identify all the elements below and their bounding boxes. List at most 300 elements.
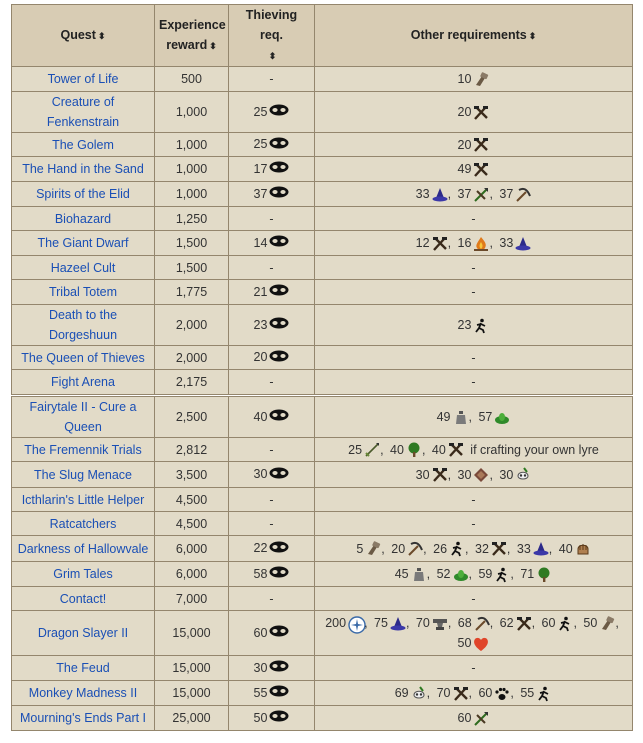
experience-cell: 6,000	[155, 562, 229, 587]
experience-cell: 4,500	[155, 488, 229, 512]
thieving-level: 14	[253, 235, 268, 250]
quest-cell	[12, 611, 155, 656]
thieving-mask-icon	[269, 184, 289, 204]
skill-level: 50	[583, 616, 598, 630]
separator: ,	[447, 467, 452, 482]
skill-level: 20	[457, 105, 472, 119]
quest-link[interactable]: The Giant Dwarf	[37, 236, 129, 250]
quest-link[interactable]: The Golem	[52, 137, 114, 152]
other-requirements-cell	[315, 462, 633, 488]
quest-link[interactable]: The Slug Menace	[34, 467, 132, 482]
quest-link[interactable]: Fairytale II - Cure a Queen	[29, 400, 137, 434]
thieving-cell	[229, 536, 315, 562]
thieving-cell	[229, 67, 315, 92]
experience-cell: 2,000	[155, 346, 229, 370]
thieving-level: -	[269, 516, 274, 531]
thieving-cell	[229, 182, 315, 207]
quest-cell	[12, 488, 155, 512]
skill-level: 30	[457, 467, 472, 482]
separator: ,	[423, 541, 427, 556]
other-requirements-cell	[315, 157, 633, 182]
thieving-cell	[229, 512, 315, 536]
separator: ,	[465, 541, 469, 556]
mining-icon	[474, 616, 490, 632]
mining-icon	[407, 541, 423, 557]
thieving-mask-icon	[269, 407, 289, 427]
crafting-icon	[473, 137, 489, 153]
skill-requirement	[478, 567, 516, 581]
skill-requirement	[458, 72, 490, 86]
skill-requirement	[348, 443, 386, 457]
thieving-mask-icon	[269, 282, 289, 302]
skill-requirement	[437, 686, 475, 700]
quest-cell	[12, 346, 155, 370]
thieving-level: 58	[253, 566, 268, 581]
skill-level: 40	[431, 442, 446, 457]
slayer-icon	[411, 686, 427, 702]
other-requirements-cell	[315, 706, 633, 731]
agility-icon	[473, 318, 489, 334]
table-row	[12, 438, 633, 462]
table-row	[12, 488, 633, 512]
separator: ,	[510, 686, 514, 700]
thieving-level: 55	[253, 685, 268, 700]
separator: ,	[380, 442, 384, 457]
other-requirements-cell: -	[315, 207, 633, 231]
thieving-mask-icon	[269, 539, 289, 559]
quest-cell	[12, 280, 155, 305]
other-requirements-cell	[315, 681, 633, 706]
experience-cell: 2,000	[155, 305, 229, 346]
skill-requirement	[433, 542, 471, 556]
skill-requirement	[416, 187, 454, 201]
quest-column-header[interactable]: Quest ⬍	[12, 5, 155, 67]
skill-requirement	[437, 410, 475, 424]
experience-cell: 1,000	[155, 92, 229, 133]
thieving-level: 37	[253, 186, 268, 201]
table-row	[12, 587, 633, 611]
skill-level: 20	[391, 541, 406, 556]
thieving-cell	[229, 256, 315, 280]
table-row	[12, 370, 633, 395]
thieving-cell	[229, 280, 315, 305]
thieving-level: -	[269, 492, 274, 507]
thieving-cell	[229, 611, 315, 656]
quest-cell	[12, 438, 155, 462]
skill-level: 23	[457, 318, 472, 332]
table-row	[12, 67, 633, 92]
thieving-level: 30	[253, 467, 268, 482]
skill-level: 5	[356, 541, 364, 556]
table-row	[12, 182, 633, 207]
skill-requirement	[458, 616, 496, 630]
crafting-icon	[516, 616, 532, 632]
skill-level: 60	[457, 711, 472, 725]
agility-icon	[449, 541, 465, 557]
construction-icon	[473, 72, 489, 88]
thieving-mask-icon	[269, 159, 289, 179]
skill-level: 60	[478, 686, 493, 700]
separator: ,	[381, 541, 385, 556]
quest-link[interactable]: Creature of Fenkenstrain	[46, 95, 120, 129]
other-requirements-column-header[interactable]: Other requirements ⬍	[315, 5, 633, 67]
other-requirements-cell	[315, 397, 633, 438]
thieving-mask-icon	[269, 315, 289, 335]
thieving-mask-icon	[269, 683, 289, 703]
experience-cell: 1,500	[155, 256, 229, 280]
thieving-level: 17	[253, 161, 268, 176]
skill-level: 30	[415, 467, 430, 482]
magic-icon	[533, 541, 549, 557]
separator: ,	[447, 616, 452, 630]
skill-level: 12	[415, 236, 430, 250]
quest-link[interactable]: The Feud	[56, 661, 110, 675]
separator: ,	[364, 616, 368, 630]
skill-requirement	[432, 443, 464, 457]
separator: ,	[548, 541, 553, 556]
skill-level: 55	[520, 686, 535, 700]
other-requirements-cell: -	[315, 256, 633, 280]
skill-requirement	[458, 711, 490, 725]
table-row	[12, 611, 633, 656]
separator: ,	[615, 616, 619, 630]
experience-cell: 6,000	[155, 536, 229, 562]
sort-icon[interactable]: ⬍	[528, 31, 537, 41]
skill-level: 69	[394, 686, 409, 700]
experience-cell: 1,775	[155, 280, 229, 305]
thieving-mask-icon	[269, 102, 289, 122]
separator: ,	[489, 236, 493, 250]
quest-link[interactable]: Icthlarin's Little Helper	[21, 492, 145, 507]
skill-level: 52	[436, 567, 451, 581]
ranged-icon	[473, 187, 489, 203]
crafting-icon	[448, 442, 464, 458]
separator: ,	[426, 567, 431, 581]
thieving-level: -	[269, 375, 274, 389]
skill-level: 10	[457, 72, 472, 86]
experience-cell: 25,000	[155, 706, 229, 731]
crafting-icon	[491, 541, 507, 557]
other-requirements-cell	[315, 536, 633, 562]
separator: ,	[468, 567, 472, 581]
skill-requirement	[520, 686, 552, 700]
construction-icon	[365, 541, 381, 557]
experience-column-header[interactable]: Experience reward ⬍	[155, 5, 229, 67]
skill-level: 25	[348, 442, 363, 457]
experience-cell: 1,500	[155, 231, 229, 256]
skill-level: 40	[390, 442, 404, 457]
farming-icon	[453, 567, 469, 583]
quest-link[interactable]: The Queen of Thieves	[21, 350, 145, 365]
skill-requirement	[391, 542, 429, 556]
table-row	[12, 207, 633, 231]
skill-requirement	[325, 616, 370, 630]
thieving-level: 25	[253, 104, 268, 119]
hunter-icon	[494, 686, 510, 702]
skill-requirement	[458, 636, 490, 650]
quest-link[interactable]: Darkness of Hallowvale	[17, 541, 149, 556]
thieving-level: 40	[253, 409, 268, 424]
quest-link[interactable]: Biohazard	[54, 211, 112, 226]
skill-requirement	[390, 443, 428, 457]
thieving-level: 50	[253, 710, 268, 725]
thieving-mask-icon	[269, 708, 289, 728]
quest-cell	[12, 305, 155, 346]
thieving-mask-icon	[269, 623, 289, 643]
other-requirements-cell	[315, 182, 633, 207]
quest-link[interactable]: Mourning's Ends Part I	[19, 711, 147, 725]
skill-level: 33	[499, 236, 514, 250]
thieving-mask-icon	[269, 348, 289, 368]
farming-icon	[494, 410, 510, 426]
experience-cell: 1,000	[155, 157, 229, 182]
separator: ,	[489, 187, 493, 201]
crafting-icon	[432, 236, 448, 252]
table-row	[12, 231, 633, 256]
experience-cell: 1,250	[155, 207, 229, 231]
other-requirements-cell: -	[315, 488, 633, 512]
other-requirements-cell	[315, 438, 633, 462]
skill-requirement	[458, 138, 490, 152]
other-requirements-cell	[315, 133, 633, 157]
thieving-mask-icon	[269, 564, 289, 584]
separator: ,	[468, 410, 472, 424]
quest-cell	[12, 370, 155, 395]
table-row	[12, 681, 633, 706]
skill-requirement	[478, 410, 510, 424]
table-row	[12, 346, 633, 370]
experience-cell: 2,500	[155, 397, 229, 438]
quest-cell	[12, 512, 155, 536]
skill-level: 16	[457, 236, 472, 250]
skill-level: 60	[541, 616, 556, 630]
other-requirements-cell	[315, 67, 633, 92]
thieving-mask-icon	[269, 658, 289, 678]
magic-icon	[390, 616, 406, 632]
quest-link[interactable]: Death to the Dorgeshuun	[48, 308, 118, 342]
quest-cell	[12, 681, 155, 706]
quest-cell	[12, 562, 155, 587]
skill-level: 59	[478, 567, 493, 581]
magic-icon	[515, 236, 531, 252]
requirement-note: if crafting your own lyre	[470, 442, 599, 457]
separator: ,	[573, 616, 577, 630]
thieving-cell	[229, 231, 315, 256]
thieving-cell	[229, 397, 315, 438]
quest-link[interactable]: Dragon Slayer II	[37, 626, 129, 640]
table-body	[12, 67, 633, 395]
agility-icon	[494, 567, 510, 583]
quest-link[interactable]: Hazeel Cult	[50, 260, 116, 275]
woodcutting-icon	[406, 442, 422, 458]
quest-link[interactable]: Tribal Totem	[48, 285, 118, 299]
skill-level: 20	[457, 137, 472, 152]
thieving-level: 23	[253, 317, 268, 332]
experience-cell: 1,000	[155, 133, 229, 157]
separator: ,	[468, 686, 472, 700]
woodcutting-icon	[536, 567, 552, 583]
crafting-icon	[453, 686, 469, 702]
crafting-icon	[432, 467, 448, 483]
skill-requirement	[517, 542, 555, 556]
thieving-level: 21	[253, 284, 268, 299]
quest-link[interactable]: Contact!	[59, 591, 107, 606]
other-requirements-cell	[315, 92, 633, 133]
thieving-cell	[229, 305, 315, 346]
separator: ,	[510, 567, 514, 581]
skill-requirement	[458, 105, 490, 119]
separator: ,	[489, 467, 493, 482]
sort-icon[interactable]: ⬍	[209, 41, 217, 51]
skill-requirement	[475, 542, 513, 556]
quest-link[interactable]: The Hand in the Sand	[22, 162, 144, 176]
skill-requirement	[499, 236, 531, 250]
skill-requirement	[356, 542, 387, 556]
skill-requirement	[499, 468, 531, 482]
table-body	[12, 397, 633, 731]
experience-cell: 15,000	[155, 611, 229, 656]
magic-icon	[432, 187, 448, 203]
thieving-level: 30	[253, 660, 268, 675]
agility-icon	[557, 616, 573, 632]
quest-link[interactable]: Spirits of the Elid	[36, 187, 130, 201]
skill-requirement	[458, 318, 490, 332]
smithing-icon	[432, 616, 448, 632]
thieving-cell	[229, 92, 315, 133]
quest-link[interactable]: Monkey Madness II	[28, 686, 138, 700]
fletching-icon	[364, 442, 380, 458]
thieving-cell	[229, 488, 315, 512]
skill-level: 200	[325, 616, 347, 630]
table-row	[12, 512, 633, 536]
quest-cell	[12, 587, 155, 611]
quest-cell	[12, 133, 155, 157]
skill-requirement	[395, 686, 433, 700]
skill-level: 26	[433, 541, 448, 556]
other-requirements-cell	[315, 231, 633, 256]
skill-level: 37	[457, 187, 472, 201]
thieving-level: 20	[253, 350, 268, 365]
table-row	[12, 305, 633, 346]
agility-icon	[536, 686, 552, 702]
skill-requirement	[416, 616, 454, 630]
skill-requirement	[583, 616, 621, 630]
separator: ,	[506, 541, 511, 556]
quest-link[interactable]: Ratcatchers	[49, 516, 117, 531]
quest-point-icon	[348, 616, 364, 632]
other-requirements-cell: -	[315, 280, 633, 305]
sort-icon[interactable]: ⬍	[268, 51, 277, 61]
skill-level: 33	[415, 187, 430, 201]
other-requirements-cell	[315, 305, 633, 346]
table-row	[12, 656, 633, 681]
construction-icon	[599, 616, 615, 632]
thieving-level: 22	[253, 541, 268, 556]
skill-level: 49	[457, 162, 472, 176]
quest-cell	[12, 462, 155, 488]
separator: ,	[447, 236, 452, 250]
skill-level: 75	[374, 616, 388, 630]
quest-cell	[12, 157, 155, 182]
table-row	[12, 280, 633, 305]
strength-icon	[575, 541, 591, 557]
thieving-level: -	[269, 72, 274, 86]
ranged-icon	[473, 711, 489, 727]
quest-cell	[12, 536, 155, 562]
skill-requirement	[458, 162, 490, 176]
thieving-cell	[229, 656, 315, 681]
skill-requirement	[416, 468, 454, 482]
table-row	[12, 562, 633, 587]
separator: ,	[489, 616, 494, 630]
other-requirements-cell: -	[315, 512, 633, 536]
thieving-mask-icon	[269, 233, 289, 253]
thieving-level: 25	[253, 137, 268, 152]
thieving-cell	[229, 370, 315, 395]
sort-icon[interactable]: ⬍	[97, 31, 106, 41]
experience-cell: 4,500	[155, 512, 229, 536]
skill-requirement	[458, 468, 496, 482]
separator: ,	[426, 686, 431, 700]
table-row	[12, 706, 633, 731]
other-requirements-cell	[315, 611, 633, 656]
separator: ,	[447, 187, 452, 201]
thieving-cell	[229, 562, 315, 587]
experience-cell: 1,000	[155, 182, 229, 207]
thieving-cell	[229, 681, 315, 706]
mining-icon	[515, 187, 531, 203]
other-requirements-cell: -	[315, 587, 633, 611]
thieving-cell	[229, 462, 315, 488]
thieving-cell	[229, 346, 315, 370]
skill-requirement	[458, 187, 496, 201]
quest-table-upper	[11, 4, 633, 395]
crafting-icon	[473, 162, 489, 178]
quest-cell	[12, 256, 155, 280]
quest-link[interactable]: Grim Tales	[53, 567, 113, 581]
quest-cell	[12, 67, 155, 92]
herblore-icon	[411, 567, 427, 583]
thieving-level: -	[269, 260, 274, 275]
experience-cell: 2,812	[155, 438, 229, 462]
experience-cell: 3,500	[155, 462, 229, 488]
quest-cell	[12, 706, 155, 731]
quest-link[interactable]: Tower of Life	[47, 72, 119, 86]
other-requirements-cell: -	[315, 370, 633, 395]
skill-level: 62	[499, 616, 514, 630]
skill-level: 32	[475, 541, 489, 556]
thieving-cell	[229, 207, 315, 231]
skill-requirement	[416, 236, 454, 250]
skill-level: 40	[558, 541, 573, 556]
table-row	[12, 157, 633, 182]
thieving-column-header[interactable]: Thieving req. ⬍	[229, 5, 315, 67]
other-requirements-cell	[315, 562, 633, 587]
table-row	[12, 536, 633, 562]
thieving-level: 60	[253, 625, 268, 640]
skill-requirement	[520, 567, 552, 581]
thieving-cell	[229, 133, 315, 157]
quest-cell	[12, 207, 155, 231]
experience-cell: 2,175	[155, 370, 229, 395]
quest-cell	[12, 92, 155, 133]
experience-cell: 7,000	[155, 587, 229, 611]
quest-link[interactable]: Fight Arena	[51, 375, 115, 389]
firemaking-icon	[473, 236, 489, 252]
quest-link[interactable]: The Fremennik Trials	[24, 442, 142, 457]
skill-requirement	[395, 567, 433, 581]
skill-requirement	[374, 616, 412, 630]
